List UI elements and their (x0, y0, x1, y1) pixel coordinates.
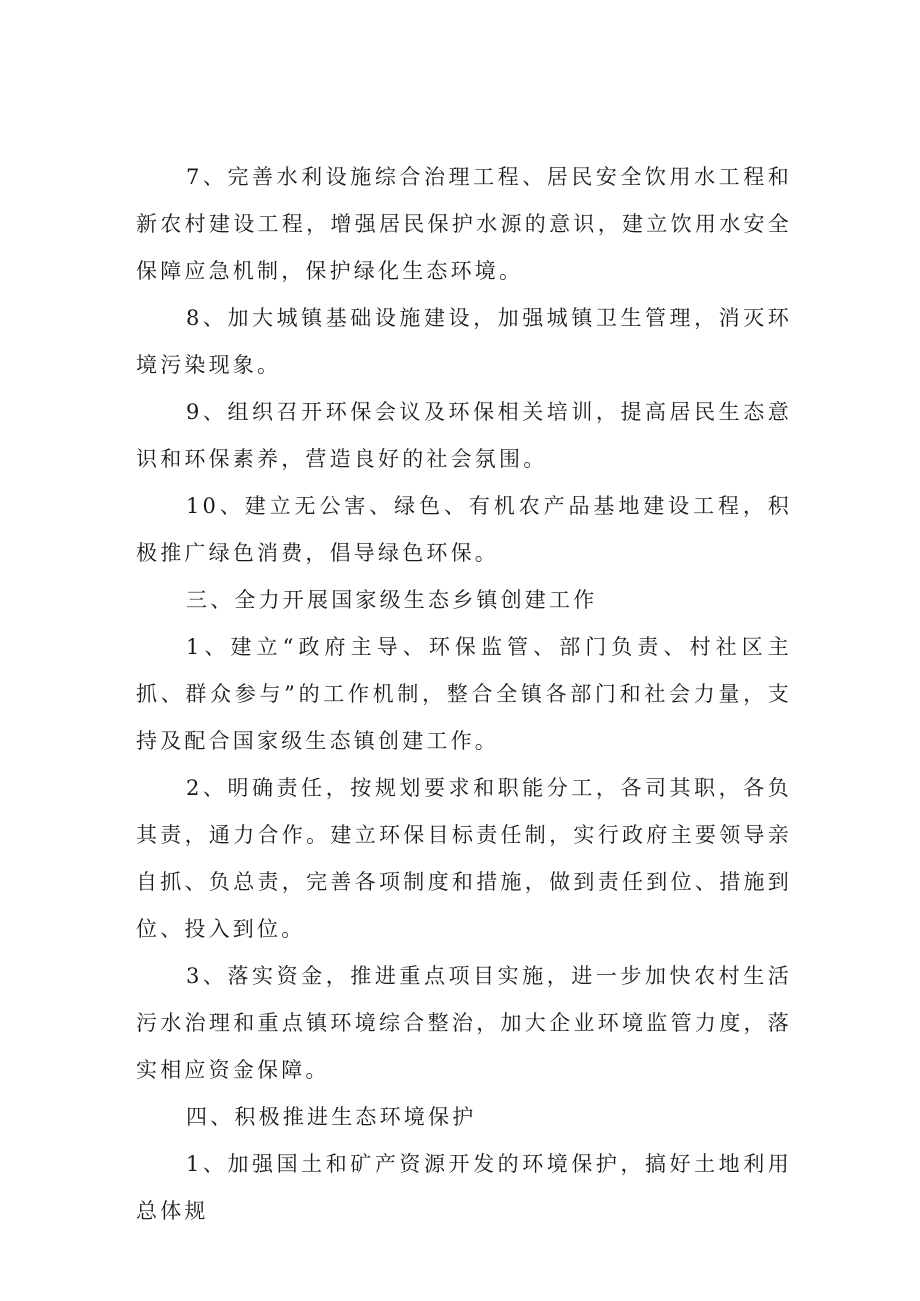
section-heading-4: 四、积极推进生态环境保护 (186, 1105, 477, 1129)
paragraph-item-8: 8、加大城镇基础设施建设，加强城镇卫生管理，消灭环境污染现象。 (136, 306, 792, 377)
paragraph-item-7: 7、完善水利设施综合治理工程、居民安全饮用水工程和新农村建设工程，增强居民保护水源的意识，建立饮用水安全保障应急机制，保护绿化生态环境。 (136, 165, 792, 283)
paragraph-item-3-1: 1、建立“政府主导、环保监管、部门负责、村社区主抓、群众参与”的工作机制，整合全镇各部门和社会力量，支持及配合国家级生态镇创建工作。 (136, 635, 792, 753)
paragraph-item-4-1: 1、加强国土和矿产资源开发的环境保护，搞好土地利用总体规 (136, 1152, 792, 1223)
paragraph-item-3-3: 3、落实资金，推进重点项目实施，进一步加快农村生活污水治理和重点镇环境综合整治，加大企业环境监管力度，落实相应资金保障。 (136, 964, 792, 1082)
section-heading-3: 三、全力开展国家级生态乡镇创建工作 (186, 588, 598, 612)
paragraph-item-3-2: 2、明确责任，按规划要求和职能分工，各司其职，各负其责，通力合作。建立环保目标责任制，实行政府主要领导亲自抓、负总责，完善各项制度和措施，做到责任到位、措施到位、投入到位。 (136, 776, 792, 941)
paragraph-item-9: 9、组织召开环保会议及环保相关培训，提高居民生态意识和环保素养，营造良好的社会氛围。 (136, 400, 792, 471)
paragraph-item-10: 10、建立无公害、绿色、有机农产品基地建设工程，积极推广绿色消费，倡导绿色环保。 (136, 494, 792, 565)
document-body (136, 154, 792, 1235)
